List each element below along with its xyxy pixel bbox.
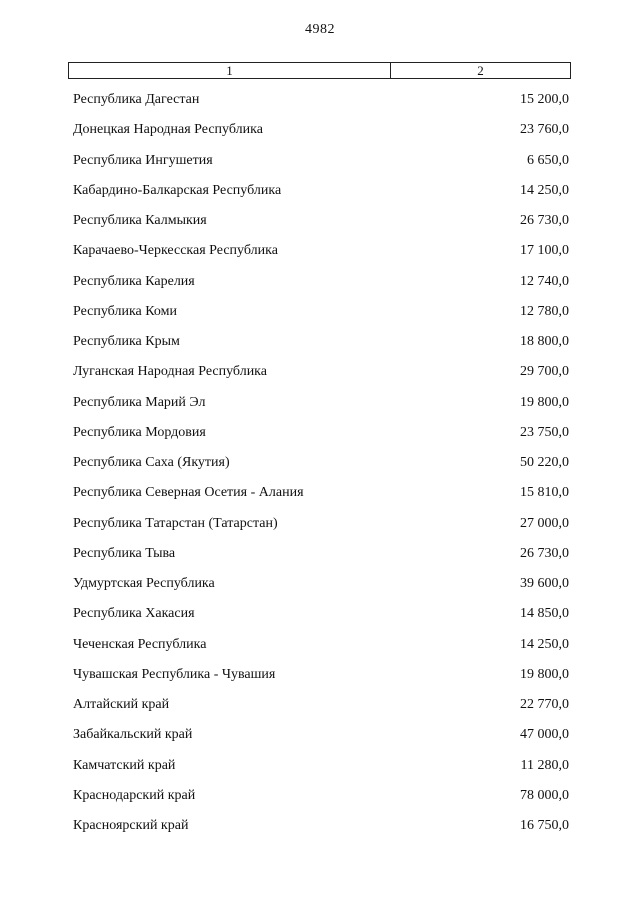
region-name: Республика Ингушетия: [73, 152, 213, 168]
amount-value: 39 600,0: [520, 576, 569, 592]
page-number: 4982: [305, 22, 335, 37]
amount-value: 19 800,0: [520, 666, 569, 682]
amount-value: 6 650,0: [527, 152, 569, 168]
amount-value: 26 730,0: [520, 545, 569, 561]
region-name: Республика Карелия: [73, 273, 195, 289]
region-name: Краснодарский край: [73, 787, 196, 803]
table-row: [73, 418, 569, 448]
column-header-1: 1: [69, 63, 391, 78]
table-row: [73, 509, 569, 539]
table-body: [73, 85, 569, 841]
table-row: [73, 115, 569, 145]
amount-value: 50 220,0: [520, 455, 569, 471]
amount-value: 26 730,0: [520, 213, 569, 229]
amount-value: 23 750,0: [520, 424, 569, 440]
table-row: [73, 539, 569, 569]
amount-value: 78 000,0: [520, 787, 569, 803]
amount-value: 16 750,0: [520, 818, 569, 834]
table-row: [73, 690, 569, 720]
table-row: [73, 297, 569, 327]
amount-value: 11 280,0: [520, 757, 569, 773]
amount-value: 19 800,0: [520, 394, 569, 410]
table-row: [73, 267, 569, 297]
table-row: [73, 811, 569, 841]
column-header-2: 2: [477, 63, 484, 78]
table-row: [73, 781, 569, 811]
table-row: [73, 720, 569, 750]
region-name: Алтайский край: [73, 697, 170, 713]
table-row: [73, 388, 569, 418]
region-name: Республика Татарстан (Татарстан): [73, 515, 278, 531]
region-name: Республика Марий Эл: [73, 394, 206, 410]
region-name: Республика Коми: [73, 303, 177, 319]
table-row: [73, 599, 569, 629]
table-row: [73, 146, 569, 176]
table-row: [73, 85, 569, 115]
amount-value: 14 250,0: [520, 182, 569, 198]
amount-value: 27 000,0: [520, 515, 569, 531]
region-name: Республика Крым: [73, 334, 180, 350]
region-name: Республика Тыва: [73, 545, 176, 561]
table-header: [68, 62, 571, 79]
region-name: Красноярский край: [73, 818, 189, 834]
region-name: Луганская Народная Республика: [73, 364, 267, 380]
table-row: [73, 448, 569, 478]
table-row: [73, 327, 569, 357]
region-name: Кабардино-Балкарская Республика: [73, 182, 282, 198]
amount-value: 29 700,0: [520, 364, 569, 380]
region-name: Республика Мордовия: [73, 424, 206, 440]
table-row: [73, 206, 569, 236]
amount-value: 14 850,0: [520, 606, 569, 622]
amount-value: 12 740,0: [520, 273, 569, 289]
region-name: Республика Северная Осетия - Алания: [73, 485, 304, 501]
amount-value: 22 770,0: [520, 697, 569, 713]
region-name: Забайкальский край: [73, 727, 193, 743]
table-row: [73, 751, 569, 781]
table-row: [73, 630, 569, 660]
region-name: Чеченская Республика: [73, 636, 207, 652]
region-name: Карачаево-Черкесская Республика: [73, 243, 278, 259]
table-row: [73, 357, 569, 387]
amount-value: 17 100,0: [520, 243, 569, 259]
region-name: Республика Калмыкия: [73, 213, 207, 229]
table-row: [73, 176, 569, 206]
amount-value: 12 780,0: [520, 303, 569, 319]
amount-value: 18 800,0: [520, 334, 569, 350]
region-name: Чувашская Республика - Чувашия: [73, 666, 276, 682]
table-row: [73, 236, 569, 266]
region-name: Удмуртская Республика: [73, 576, 215, 592]
region-name: Республика Дагестан: [73, 92, 200, 108]
region-name: Республика Саха (Якутия): [73, 455, 230, 471]
amount-value: 23 760,0: [520, 122, 569, 138]
amount-value: 15 200,0: [520, 92, 569, 108]
region-name: Республика Хакасия: [73, 606, 195, 622]
table-row: [73, 478, 569, 508]
amount-value: 47 000,0: [520, 727, 569, 743]
amount-value: 15 810,0: [520, 485, 569, 501]
table-row: [73, 660, 569, 690]
amount-value: 14 250,0: [520, 636, 569, 652]
region-name: Донецкая Народная Республика: [73, 122, 263, 138]
region-name: Камчатский край: [73, 757, 176, 773]
table-row: [73, 569, 569, 599]
